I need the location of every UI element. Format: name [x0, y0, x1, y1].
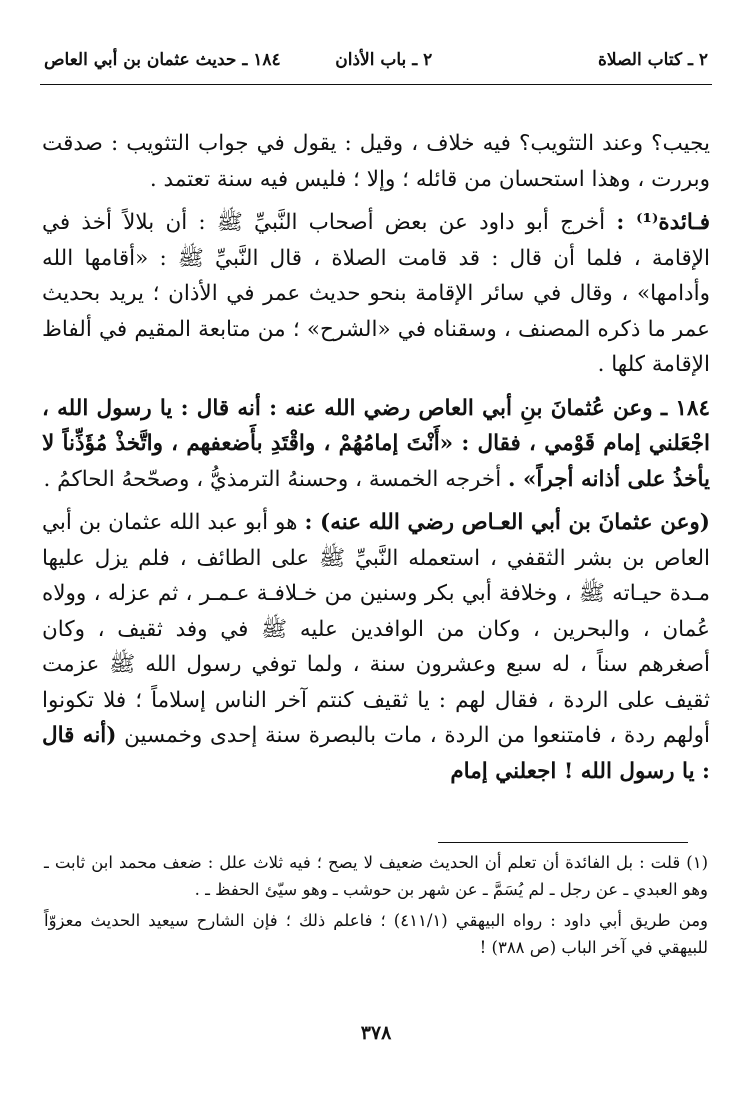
footnote-1-continued: ومن طريق أبي داود : رواه البيهقي (٤١١/١) ؛ فاعلم ذلك ؛ فإن الشارح سيعيد الحديث معزوّاً للبيهقي في آخر الباب (ص ٣٨٨) ! — [44, 911, 708, 957]
running-header — [40, 44, 712, 78]
paragraph-4 — [42, 505, 710, 789]
paragraph-4-text: هو أبو عبد الله عثمان بن أبي العاص بن بشر الثقفي ، استعمله النَّبيِّ ﷺ على الطائف ، فلم يزل عليها مـدة حيـاته ﷺ ، وخلافة أبي بكر وسنين من خـلافـة عـمـر ، ثم عزله ، وولاه عُمان ، والبحرين ، وكان من الوافدين عليه ﷺ في وفد ثقيف ، وكان أصغرهم سناً ، له سبع وعشرون سنة ، ولما توفي رسول الله ﷺ عزمت ثقيف على الردة ، فقال لهم : يا ثقيف كنتم آخر الناس إسلاماً ؛ فلا تكونوا أولهم ردة ، فامتنعوا من الردة ، مات بالبصرة سنة إحدى وخمسين — [42, 510, 710, 748]
header-divider — [40, 84, 712, 85]
paragraph-2 — [42, 205, 710, 383]
hadith-184-source: أخرجه الخمسة ، وحسنهُ الترمذيُّ ، وصحّحهُ الحاكمُ . — [43, 466, 502, 492]
header-chapter-title: ٢ ـ باب الأذان — [335, 50, 433, 70]
paragraph-3 — [42, 391, 710, 498]
footnotes — [44, 849, 708, 961]
paragraph-4-lead: (وعن عثمانَ بن أبي العـاص رضي الله عنه) : — [304, 510, 710, 535]
header-book-title: ٢ ـ كتاب الصلاة — [598, 50, 708, 70]
hadith-184-text: ١٨٤ ـ وعن عُثمانَ بنِ أبي العاص رضي الله عنه : أنه قال : يا رسول الله ، اجْعَلني إمام قَوْمي ، فقال : «أَنْتَ إمامُهُمْ ، واقْتَدِ بأَضعفهم ، واتَّخذْ مُؤَذِّناً لا يأخذُ على أذانه أجراً» . — [42, 395, 710, 492]
header-hadith-title: ١٨٤ ـ حديث عثمان بن أبي العاص — [44, 50, 281, 70]
paragraph-1-text: يجيب؟ وعند التثويب؟ فيه خلاف ، وقيل : يقول في جواب التثويب : صدقت وبررت ، وهذا استحسان من قائله ؛ وإلا ؛ فليس فيه سنة تعتمد . — [42, 131, 710, 192]
paragraph-2-lead: فـائدة⁽¹⁾ : — [616, 210, 711, 235]
main-text — [42, 126, 710, 789]
paragraph-4-tail: (أنه قال : يا رسول الله ! اجعلني إمام — [42, 723, 710, 784]
footnote-1: (١) قلت : بل الفائدة أن تعلم أن الحديث ضعيف لا يصح ؛ فيه ثلاث علل : ضعف محمد ابن ثابت ـ وهو العبدي ـ عن رجل ـ لم يُسَمَّ ـ عن شهر بن حوشب ـ وهو سيّئ الحفظ ـ . — [44, 853, 708, 899]
paragraph-1 — [42, 126, 710, 197]
footnote-divider — [438, 842, 688, 843]
paragraph-2-text: أخرج أبو داود عن بعض أصحاب النَّبيِّ ﷺ : أن بلالاً أخذ في الإقامة ، فلما أن قال : قد قامت الصلاة ، قال النَّبيِّ ﷺ : «أقامها الله وأدامها» ، وقال في سائر الإقامة بنحو حديث عمر في الأذان ؛ يريد بحديث عمر ما ذكره المصنف ، وسقناه في «الشرح» ؛ من متابعة المقيم في ألفاظ الإقامة كلها . — [42, 210, 710, 377]
page-number: ٣٧٨ — [360, 1022, 392, 1044]
